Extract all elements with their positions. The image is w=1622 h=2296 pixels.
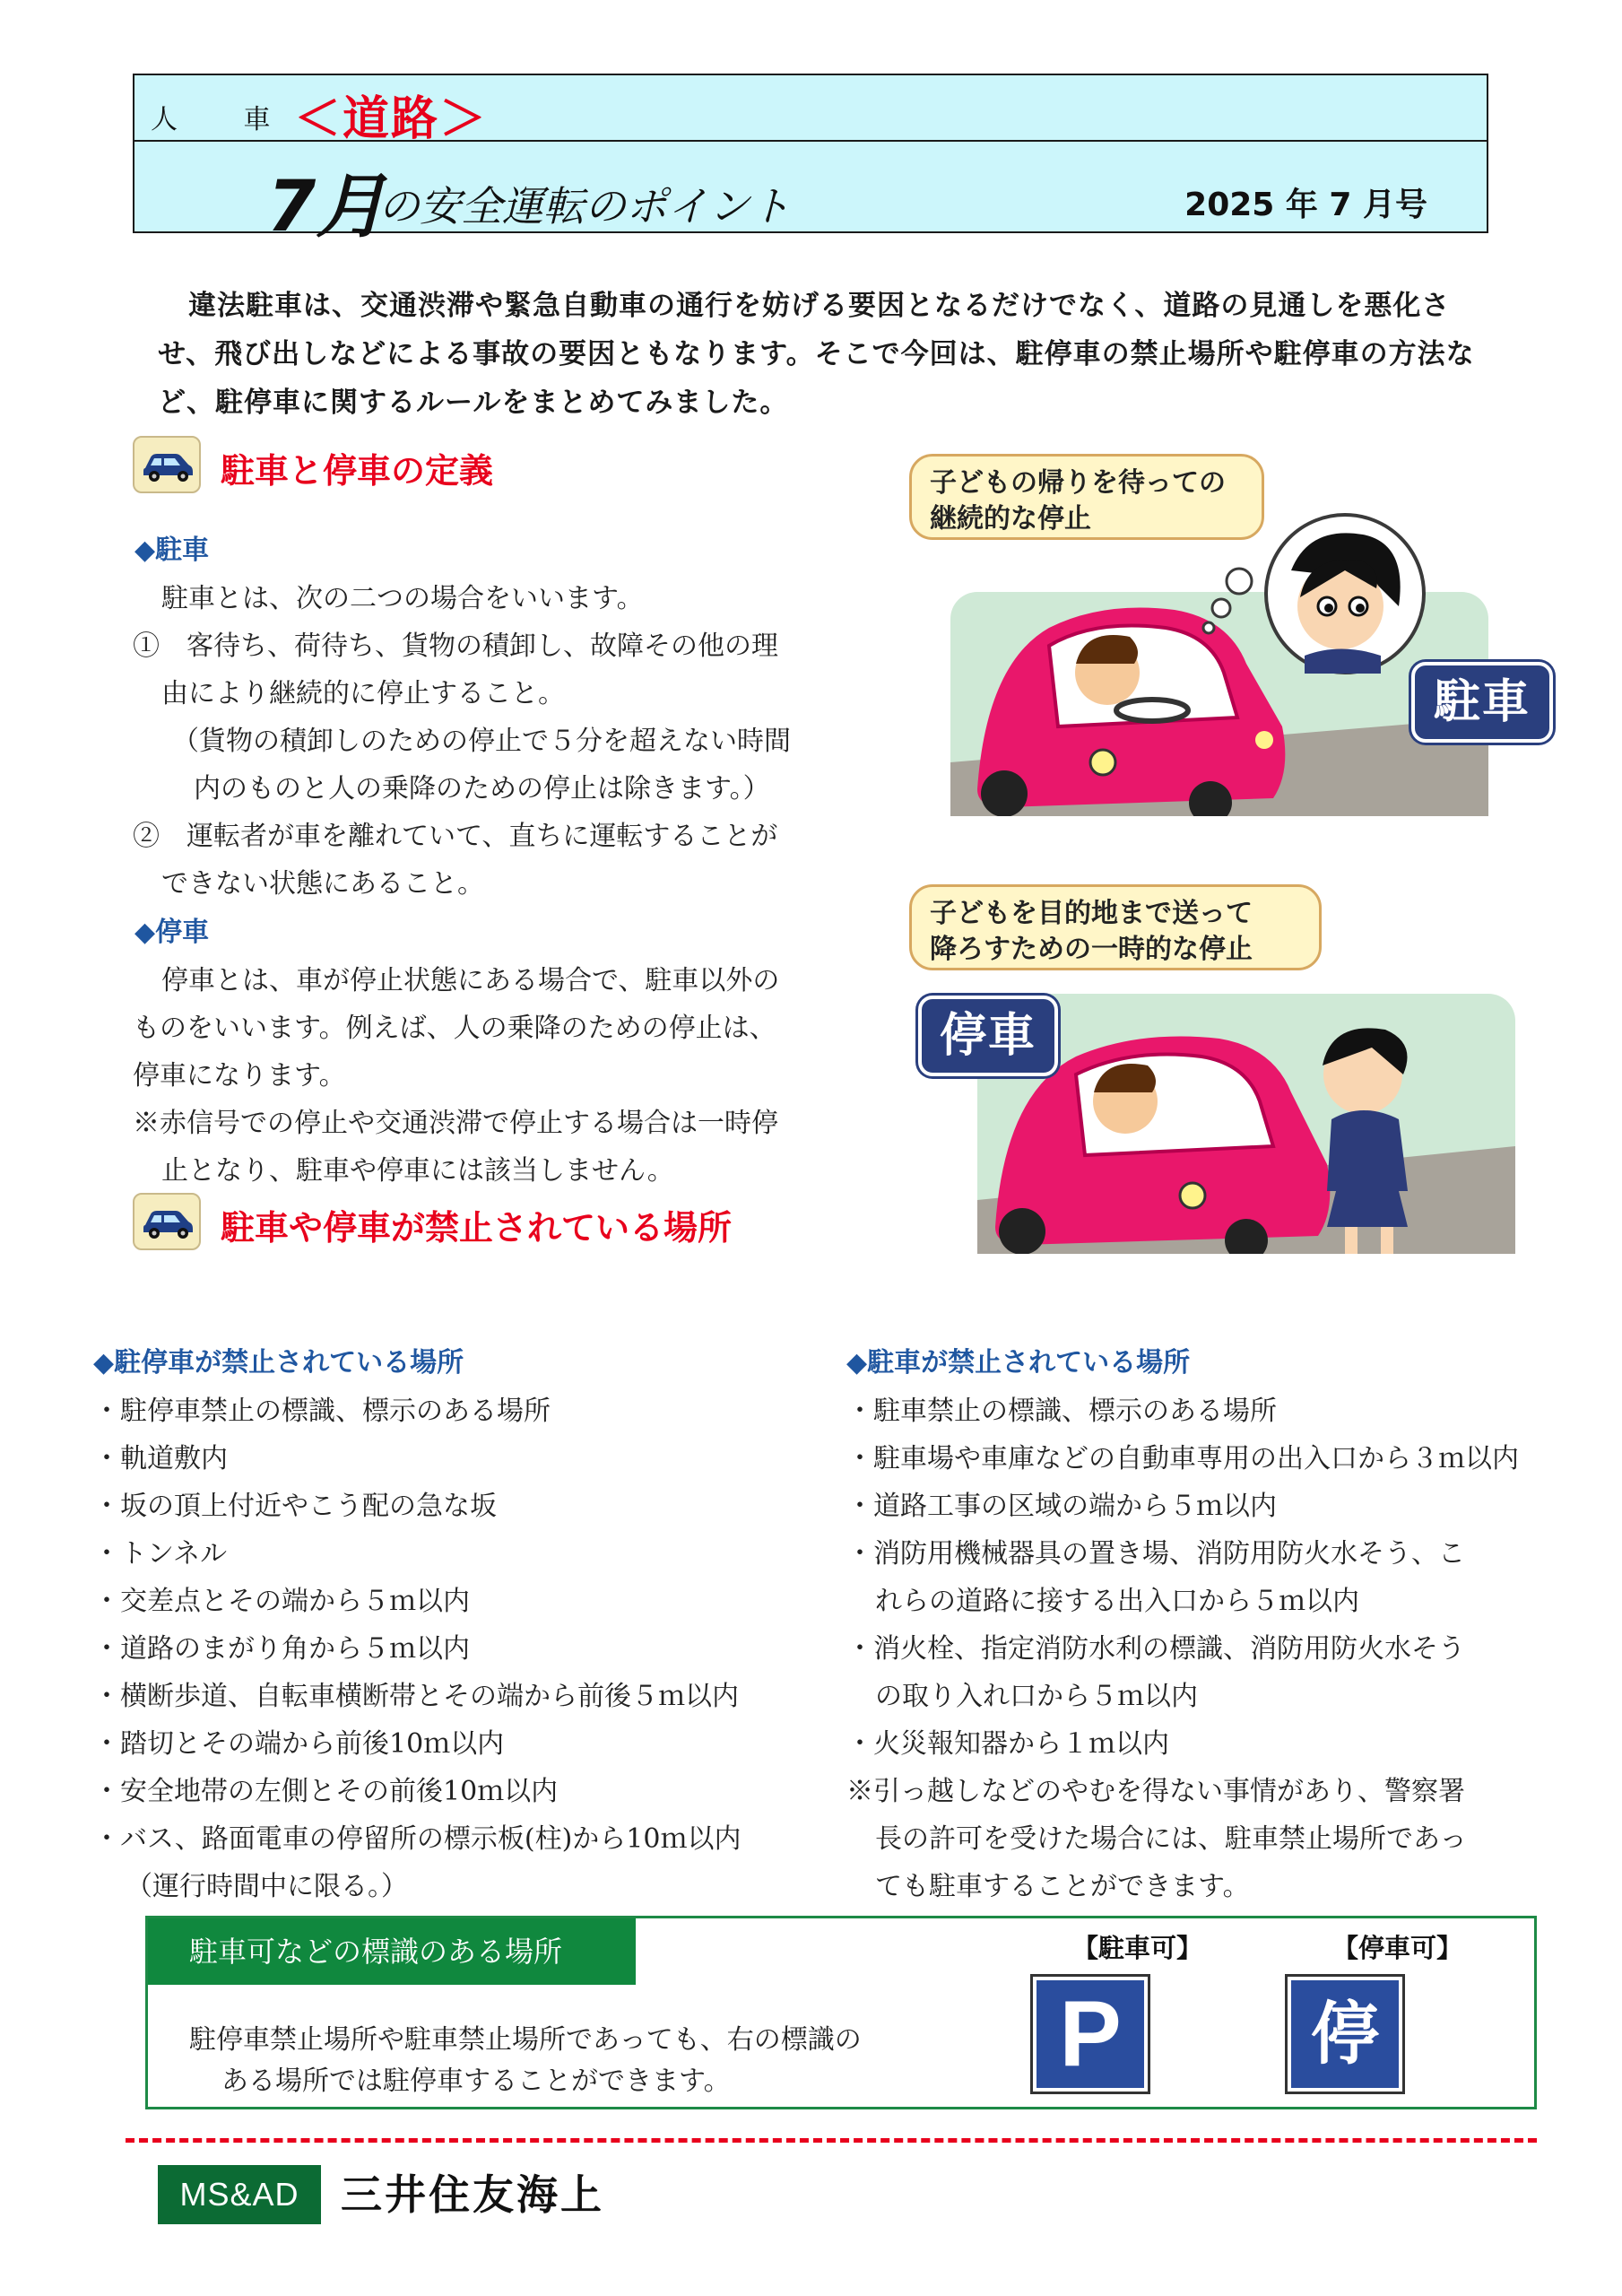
stopping-tag: 停車 bbox=[918, 996, 1058, 1076]
list-item: ・道路工事の区域の端から５ｍ以内 bbox=[846, 1491, 1277, 1522]
stopping-subheading: ◆停車 bbox=[134, 917, 210, 948]
list-item: ・トンネル bbox=[93, 1538, 228, 1570]
intro-paragraph: 違法駐車は、交通渋滞や緊急自動車の通行を妨げる要因となるだけでなく、道路の見通しを悪化させ、飛び出しなどによる事故の要因ともなります。そこで今回は、駐停車の禁止場所や駐停車の方法など、駐停車に関するルールをまとめてみました。 bbox=[158, 290, 1475, 419]
company-name: 三井住友海上 bbox=[341, 2170, 604, 2219]
list-item: れらの道路に接する出入口から５ｍ以内 bbox=[875, 1586, 1359, 1617]
header-box bbox=[133, 74, 1488, 248]
dashed-divider bbox=[126, 2138, 1537, 2143]
parking-tag: 駐車 bbox=[1411, 662, 1553, 743]
text-line: 停車になります。 bbox=[133, 1060, 346, 1091]
text-line: 停車とは、車が停止状態にある場合で、駐車以外の bbox=[161, 965, 780, 996]
text-line: 止となり、駐車や停車には該当しません。 bbox=[161, 1155, 674, 1187]
no-parking-subheading: ◆駐車が禁止されている場所 bbox=[846, 1347, 1191, 1378]
text-line: 駐車とは、次の二つの場合をいいます。 bbox=[161, 583, 644, 614]
stopping-allowed-label: 【停車可】 bbox=[1332, 1933, 1463, 1963]
section-prohibited-heading bbox=[133, 1193, 940, 1256]
text-line: ※赤信号での停止や交通渋滞で停止する場合は一時停 bbox=[133, 1108, 778, 1139]
list-item: ・軌道敷内 bbox=[93, 1443, 228, 1474]
bubble-line: 降ろすための一時的な停止 bbox=[930, 934, 1253, 965]
list-item: 長の許可を受けた場合には、駐車禁止場所であっ bbox=[875, 1823, 1467, 1855]
list-item: ・消防用機械器具の置き場、消防用防火水そう、こ bbox=[846, 1538, 1465, 1570]
header-category: 人 車 bbox=[151, 104, 299, 135]
text-line: ② 運転者が車を離れていて、直ちに運転することが bbox=[133, 821, 778, 852]
header-issue-date: 2025 年 7 月号 bbox=[1184, 187, 1427, 223]
permit-heading: 駐車可などの標識のある場所 bbox=[148, 1918, 636, 1985]
list-item: ・坂の頂上付近やこう配の急な坂 bbox=[93, 1491, 497, 1522]
bubble-line: 子どもを目的地まで送って bbox=[930, 898, 1253, 929]
parking-caption-bubble bbox=[909, 454, 1264, 540]
list-item: ・横断歩道、自転車横断帯とその端から前後５ｍ以内 bbox=[93, 1681, 739, 1712]
parking-allowed-sign: P bbox=[1033, 1977, 1148, 2092]
list-item: ・火災報知器から１ｍ以内 bbox=[846, 1728, 1169, 1760]
list-item: ・駐車禁止の標識、標示のある場所 bbox=[846, 1396, 1277, 1427]
text-line: 由により継続的に停止すること。 bbox=[161, 678, 565, 709]
header-road-tag: ＜道路＞ bbox=[294, 92, 489, 146]
stopping-allowed-sign: 停 bbox=[1288, 1977, 1402, 2092]
header-title: の安全運転のポイント bbox=[378, 182, 791, 230]
list-item: ・踏切とその端から前後10ｍ以内 bbox=[93, 1728, 505, 1760]
company-logo: MS&AD bbox=[158, 2165, 321, 2224]
section-definitions-heading bbox=[133, 436, 760, 499]
stopping-illustration bbox=[977, 967, 1515, 1254]
text-line: ① 客待ち、荷待ち、貨物の積卸し、故障その他の理 bbox=[133, 631, 778, 662]
bubble-line: 継続的な停止 bbox=[930, 503, 1091, 535]
section-title: 駐車と停車の定義 bbox=[221, 451, 494, 491]
bubble-line: 子どもの帰りを待っての bbox=[930, 467, 1226, 499]
text-line: （貨物の積卸しのための停止で５分を超えない時間 bbox=[172, 726, 791, 757]
stopping-caption-bubble bbox=[909, 884, 1322, 970]
list-item: ても駐車することができます。 bbox=[875, 1871, 1250, 1902]
text-line: できない状態にあること。 bbox=[161, 868, 484, 900]
list-item: の取り入れ口から５ｍ以内 bbox=[875, 1681, 1198, 1712]
parking-subheading: ◆駐車 bbox=[134, 535, 210, 566]
header-month: 7月 bbox=[267, 167, 386, 248]
list-item: ・道路のまがり角から５ｍ以内 bbox=[93, 1633, 470, 1665]
section-title: 駐車や停車が禁止されている場所 bbox=[221, 1208, 733, 1248]
parking-allowed-label: 【駐車可】 bbox=[1072, 1933, 1203, 1963]
permit-text-line: ある場所では駐停車することができます。 bbox=[221, 2066, 731, 2097]
list-item: ※引っ越しなどのやむを得ない事情があり、警察署 bbox=[846, 1776, 1465, 1807]
list-item: ・交差点とその端から５ｍ以内 bbox=[93, 1586, 470, 1617]
thought-dots bbox=[1201, 565, 1255, 637]
list-item: （運行時間中に限る。） bbox=[126, 1871, 408, 1902]
no-stopping-subheading: ◆駐停車が禁止されている場所 bbox=[93, 1347, 464, 1378]
text-line: 内のものと人の乗降のための停止は除きます。） bbox=[194, 773, 770, 804]
car-icon bbox=[133, 1193, 201, 1250]
permit-text-line: 駐停車禁止場所や駐車禁止場所であっても、右の標識の bbox=[189, 2024, 862, 2056]
text-line: ものをいいます。例えば、人の乗降のための停止は、 bbox=[133, 1013, 776, 1044]
car-icon bbox=[133, 436, 201, 493]
list-item: ・安全地帯の左側とその前後10ｍ以内 bbox=[93, 1776, 559, 1807]
girl-thought-bubble bbox=[1237, 508, 1453, 687]
list-item: ・消火栓、指定消防水利の標識、消防用防火水そう bbox=[846, 1633, 1465, 1665]
list-item: ・駐車場や車庫などの自動車専用の出入口から３ｍ以内 bbox=[846, 1443, 1519, 1474]
list-item: ・バス、路面電車の停留所の標示板(柱)から10ｍ以内 bbox=[93, 1823, 742, 1855]
list-item: ・駐停車禁止の標識、標示のある場所 bbox=[93, 1396, 551, 1427]
